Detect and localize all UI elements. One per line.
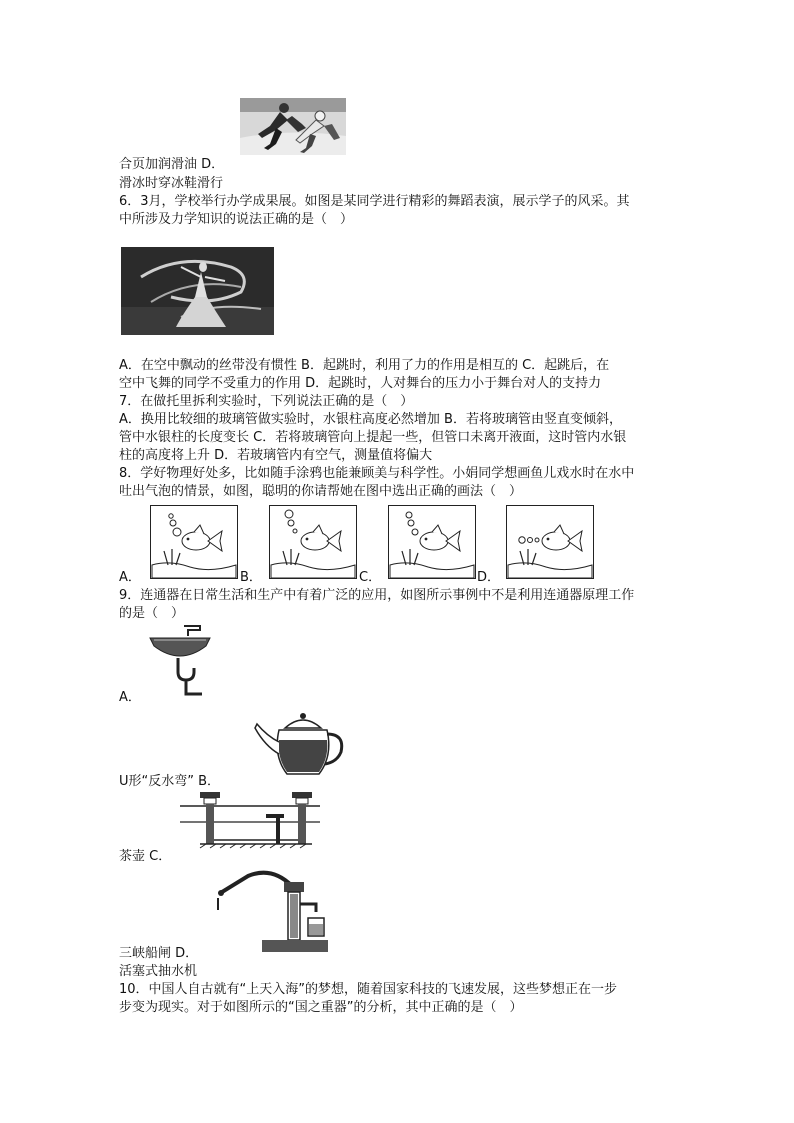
q5-option-d-caption: 滑冰时穿冰鞋滑行: [119, 176, 224, 191]
q6-options-line-2: 空中飞舞的同学不受重力的作用 D．起跳时，人对舞台的压力小于舞台对人的支持力: [119, 376, 602, 391]
piston-pump-figure: [212, 864, 332, 956]
q7-options-line-2: 管中水银柱的长度变长 C．若将玻璃管向上提起一些，但管口未离开液面，这时管内水银: [119, 430, 627, 445]
q8-stem-line-1: 8．学好物理好处多，比如随手涂鸦也能兼顾美与科学性。小娟同学想画鱼儿戏水时在水中: [119, 466, 635, 481]
fish-option-b-figure: [269, 505, 357, 579]
q6-stem-line-2: 中所涉及力学知识的说法正确的是（ ）: [119, 212, 354, 227]
dance-photo: [121, 247, 274, 335]
q6-options-line-1: A．在空中飘动的丝带没有惯性 B．起跳时，利用了力的作用是相互的 C．起跳后，在: [119, 358, 610, 373]
q9-caption-a-option-b: U形“反水弯” B．: [119, 774, 221, 789]
q8-stem-line-2: 吐出气泡的情景，如图，聪明的你请帮她在图中选出正确的画法（ ）: [119, 484, 523, 499]
skating-photo: [240, 98, 346, 155]
fish-option-a-figure: [150, 505, 238, 579]
q9-caption-b-option-c: 茶壶 C．: [119, 849, 172, 864]
q10-stem-line-1: 10．中国人自古就有“上天入海”的梦想，随着国家科技的飞速发展，这些梦想正在一步: [119, 982, 618, 997]
teapot-figure: [253, 706, 347, 781]
q10-stem-line-2: 步变为现实。对于如图所示的“国之重器”的分析，其中正确的是（ ）: [119, 1000, 523, 1015]
q8-option-a-label: A．: [119, 570, 141, 585]
ship-lock-figure: [180, 790, 320, 852]
sink-u-trap-figure: [148, 622, 212, 698]
q9-caption-d: 活塞式抽水机: [119, 964, 198, 979]
q7-options-line-1: A．换用比较细的玻璃管做实验时，水银柱高度必然增加 B．若将玻璃管由竖直变倾斜，: [119, 412, 622, 427]
q8-option-d-label: D．: [477, 570, 501, 585]
q9-stem-line-1: 9．连通器在日常生活和生产中有着广泛的应用，如图所示事例中不是利用连通器原理工作: [119, 588, 635, 603]
fish-option-d-figure: [506, 505, 594, 579]
q8-option-c-label: C．: [359, 570, 382, 585]
q7-options-line-3: 柱的高度将上升 D．若玻璃管内有空气，测量值将偏大: [119, 448, 433, 463]
q5-option-c-tail: 合页加润滑油 D．: [119, 157, 225, 172]
q8-option-b-label: B．: [240, 570, 262, 585]
q9-stem-line-2: 的是（ ）: [119, 606, 185, 621]
q6-stem-line-1: 6．3月，学校举行办学成果展。如图是某同学进行精彩的舞蹈表演，展示学子的风采。其: [119, 194, 630, 209]
q9-caption-c-option-d: 三峡船闸 D．: [119, 946, 199, 961]
q9-option-a-label: A．: [119, 690, 141, 705]
q7-stem: 7．在做托里拆利实验时，下列说法正确的是（ ）: [119, 394, 414, 409]
fish-option-c-figure: [388, 505, 476, 579]
